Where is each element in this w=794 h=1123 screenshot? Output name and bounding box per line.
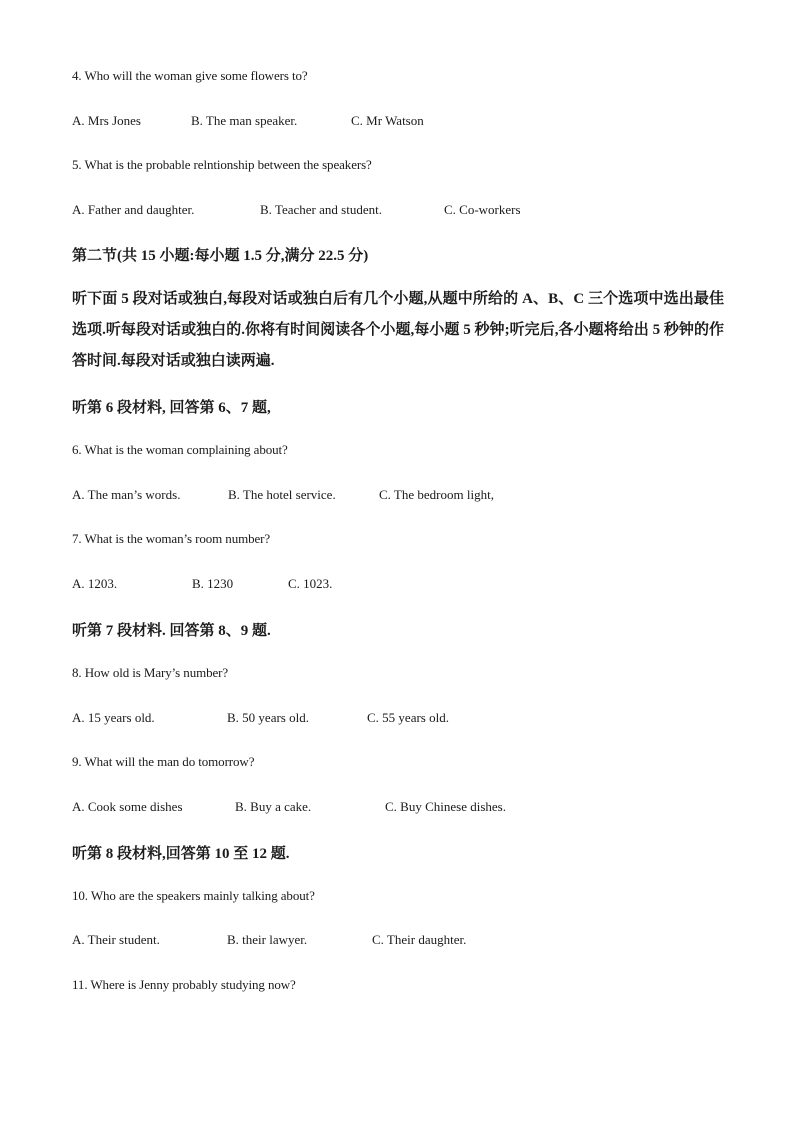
option-c: C. Buy Chinese dishes. (385, 799, 506, 814)
option-a: A. Cook some dishes (72, 799, 183, 814)
material-6-heading: 听第 6 段材料, 回答第 6、7 题, (72, 400, 271, 416)
option-c: C. 55 years old. (367, 710, 449, 725)
question-9: 9. What will the man do tomorrow? (72, 754, 255, 769)
question-11: 11. Where is Jenny probably studying now? (72, 977, 296, 992)
option-c: C. Their daughter. (372, 932, 467, 947)
material-8-heading: 听第 8 段材料,回答第 10 至 12 题. (72, 846, 290, 862)
option-c: C. Co-workers (444, 202, 521, 217)
option-a: A. The man’s words. (72, 487, 181, 502)
section-heading: 第二节(共 15 小题:每小题 1.5 分,满分 22.5 分) (72, 248, 369, 264)
option-c: C. 1023. (288, 576, 333, 591)
option-a: A. Mrs Jones (72, 113, 141, 128)
question-5: 5. What is the probable relntionship between the speakers? (72, 157, 372, 172)
section-instructions: 听下面 5 段对话或独白,每段对话或独白后有几个小题,从题中所给的 A、B、C 三个选项中选出最佳选项.听每段对话或独白的.你将有时间阅读各个小题,每小题 5 秒钟;听完后,各小题将给出 5 秒钟的作答时间.每段对话或独白读两遍. (72, 291, 724, 369)
option-b: B. 1230 (192, 576, 234, 591)
option-b: B. 50 years old. (227, 710, 309, 725)
question-10: 10. Who are the speakers mainly talking about? (72, 888, 315, 903)
question-8: 8. How old is Mary’s number? (72, 665, 229, 680)
option-b: B. their lawyer. (227, 932, 308, 947)
material-7-heading: 听第 7 段材料. 回答第 8、9 题. (72, 623, 271, 639)
option-a: A. 1203. (72, 576, 118, 591)
option-a: A. Father and daughter. (72, 202, 195, 217)
option-c: C. Mr Watson (351, 113, 424, 128)
option-b: B. The man speaker. (191, 113, 298, 128)
option-b: B. Teacher and student. (260, 202, 382, 217)
question-4: 4. Who will the woman give some flowers to? (72, 68, 308, 83)
option-b: B. Buy a cake. (235, 799, 312, 814)
option-c: C. The bedroom light, (379, 487, 494, 502)
question-7: 7. What is the woman’s room number? (72, 531, 271, 546)
option-a: A. Their student. (72, 932, 160, 947)
option-a: A. 15 years old. (72, 710, 155, 725)
option-b: B. The hotel service. (228, 487, 336, 502)
question-6: 6. What is the woman complaining about? (72, 442, 288, 457)
